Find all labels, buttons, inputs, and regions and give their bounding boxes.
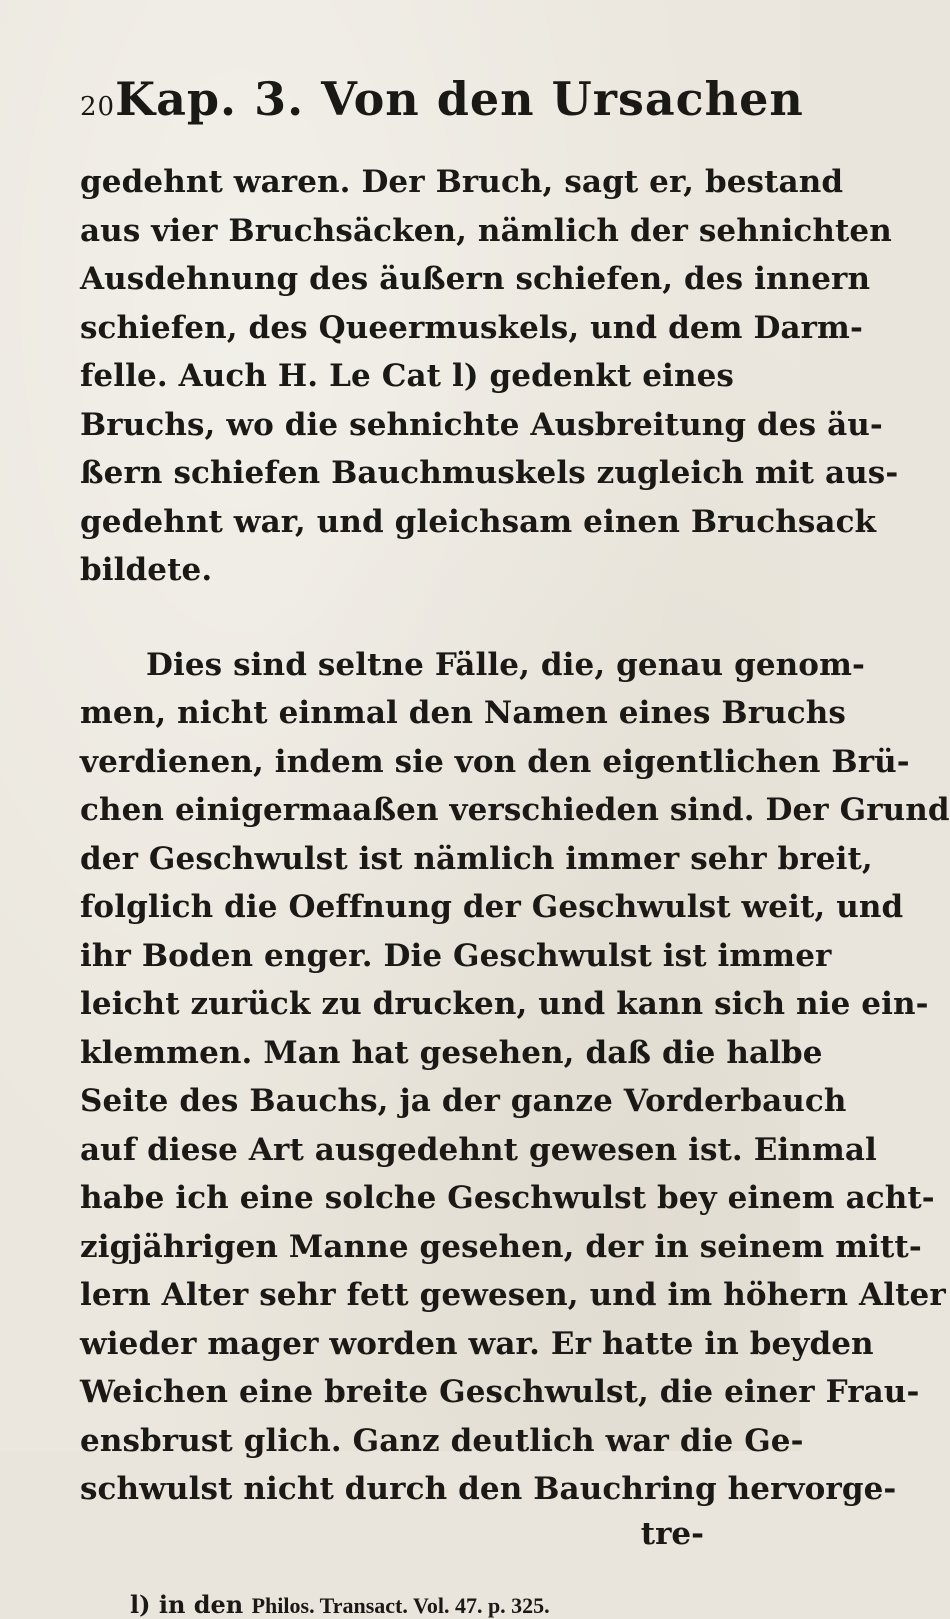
running-head: Kap. 3. Von den Ursachen [115, 72, 804, 126]
text-line: zigjährigen Manne gesehen, der in seinem mitt- [80, 1228, 922, 1265]
text-line: chen einigermaaßen verschieden sind. Der Grund [80, 792, 950, 828]
page-number: 20 [80, 92, 116, 122]
text-line: leicht zurück zu drucken, und kann sich nie ein- [80, 986, 929, 1022]
text-line: bildete. [80, 552, 213, 588]
paragraph-gap [80, 595, 704, 641]
text-line: ihr Boden enger. Die Geschwulst ist immer [80, 937, 832, 974]
text-line: Weichen eine breite Geschwulst, die einer Frau- [80, 1374, 920, 1410]
main-text [80, 158, 950, 1619]
text-line: gedehnt waren. Der Bruch, sagt er, bestand [80, 164, 844, 200]
text-line: Seite des Bauchs, ja der ganze Vorderbauch [80, 1083, 847, 1119]
text-line: schwulst nicht durch den Bauchring hervorge- [80, 1471, 897, 1507]
footnote [80, 1590, 704, 1619]
text-line: gedehnt war, und gleichsam einen Bruchsack [80, 503, 877, 540]
page-header [80, 72, 804, 132]
paragraph-2 [80, 641, 950, 1514]
text-line: schiefen, des Queermuskels, und dem Darm- [80, 309, 863, 346]
catchword: tre- [640, 1515, 704, 1552]
footnote-marker: l) in den [130, 1589, 244, 1619]
text-line: lern Alter sehr fett gewesen, und im höhern Alter [80, 1277, 946, 1313]
text-line: folglich die Oeffnung der Geschwulst weit, und [80, 889, 904, 925]
text-line: ßern schiefen Bauchmuskels zugleich mit aus- [80, 455, 899, 491]
text-line: klemmen. Man hat gesehen, daß die halbe [80, 1034, 823, 1071]
text-line: felle. Auch H. Le Cat l) gedenkt eines [80, 358, 734, 394]
text-line: men, nicht einmal den Namen eines Bruchs [80, 695, 846, 731]
text-line: der Geschwulst ist nämlich immer sehr breit, [80, 840, 873, 877]
text-line: Dies sind seltne Fälle, die, genau genom- [146, 646, 865, 683]
text-line: auf diese Art ausgedehnt gewesen ist. Einmal [80, 1131, 877, 1168]
text-line: aus vier Bruchsäcken, nämlich der sehnichten [80, 212, 892, 249]
text-line: ensbrust glich. Ganz deutlich war die Ge- [80, 1422, 804, 1459]
text-line: wieder mager worden war. Er hatte in beyden [80, 1325, 874, 1362]
paragraph-1 [80, 158, 899, 595]
text-line: verdienen, indem sie von den eigentlichen Brü- [80, 743, 910, 780]
text-line: Bruchs, wo die sehnichte Ausbreitung des äu- [80, 406, 883, 443]
footnote-reference: Philos. Transact. Vol. 47. p. 325. [251, 1592, 550, 1618]
text-line: habe ich eine solche Geschwulst bey einem acht- [80, 1180, 935, 1216]
text-line: Ausdehnung des äußern schiefen, des innern [80, 261, 871, 297]
